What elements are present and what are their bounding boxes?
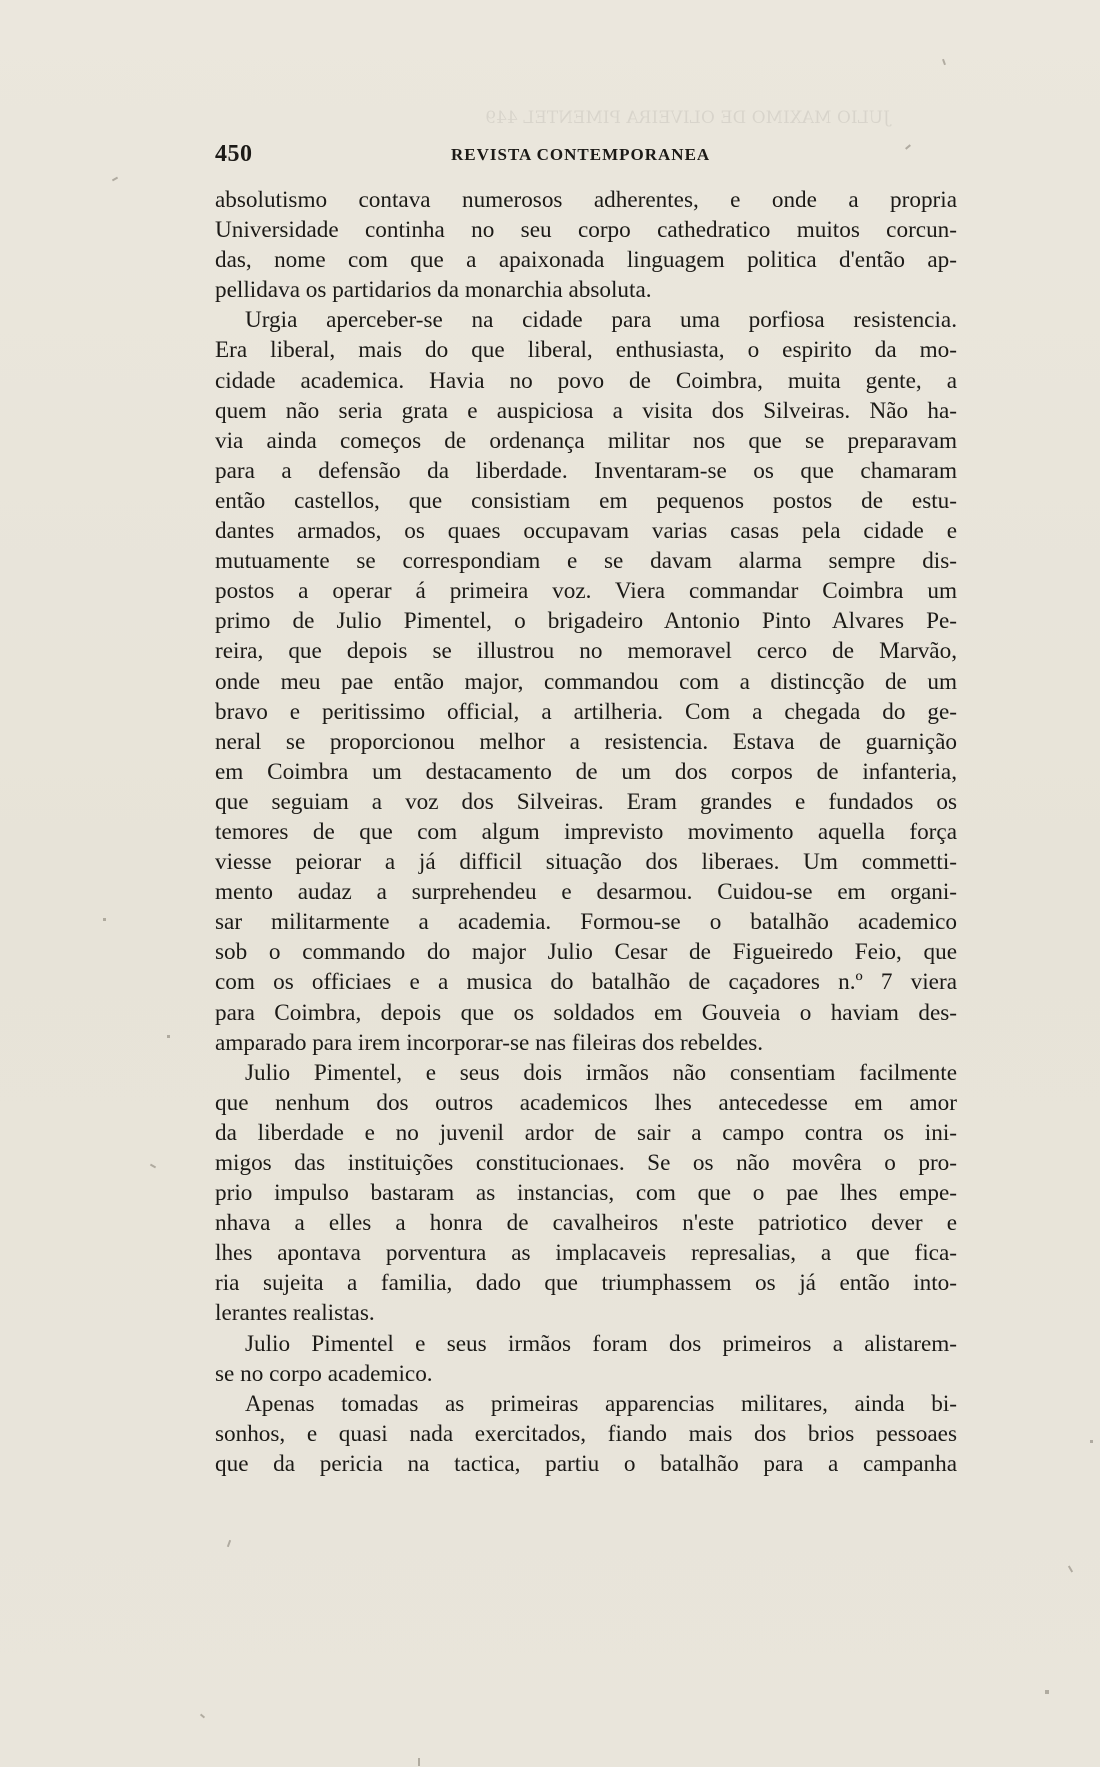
text-line: pellidava os partidarios da monarchia absoluta. [215,277,652,304]
text-line: nhava a elles a honra de cavalheiros n'este patriotico dever e [215,1210,957,1237]
text-line: reira, que depois se illustrou no memoravel cerco de Marvão, [215,638,957,665]
text-line: sob o commando do major Julio Cesar de Figueiredo Feio, que [215,939,957,966]
text-line: via ainda começos de ordenança militar nos que se preparavam [215,427,957,454]
text-line: Universidade continha no seu corpo cathedratico muitos corcun- [215,217,957,244]
speck [1045,1690,1049,1694]
text-line: onde meu pae então major, commandou com a distincção de um [215,668,957,695]
text-line: que seguiam a voz dos Silveiras. Eram grandes e fundados os [215,788,957,815]
body-text [215,185,957,1479]
speck [1068,1565,1073,1572]
text-line: da liberdade e no juvenil ardor de sair a campo contra os ini- [215,1119,957,1146]
text-line: viesse peiorar a já difficil situação dos liberaes. Um commetti- [215,849,957,876]
text-line: com os officiaes e a musica do batalhão de caçadores n.º 7 viera [215,969,957,996]
text-line: migos das instituições constitucionaes. Se os não movêra o pro- [215,1150,957,1176]
bleed-through-text: JULIO MAXIMO DE OLIVEIRA PIMENTEL 449 [485,108,890,128]
text-line: absolutismo contava numerosos adherentes, e onde a propria [215,187,957,213]
text-line: sar militarmente a academia. Formou-se o batalhão academico [215,909,957,936]
text-line: lhes apontava porventura as implacaveis represalias, a que fica- [215,1240,957,1267]
text-line: primo de Julio Pimentel, o brigadeiro Antonio Pinto Alvares Pe- [215,608,957,635]
text-line: Apenas tomadas as primeiras apparencias militares, ainda bi- [245,1390,957,1417]
text-line: para a defensão da liberdade. Inventaram-se os que chamaram [215,457,957,484]
text-line: Julio Pimentel, e seus dois irmãos não consentiam facilmente [245,1059,957,1086]
page-number: 450 [215,141,253,167]
page-header [215,141,957,171]
text-line: mento audaz a surprehendeu e desarmou. Cuidou-se em organi- [215,879,957,906]
speck [227,1540,231,1547]
speck [1090,1440,1093,1443]
text-line: amparado para irem incorporar-se nas fileiras dos rebeldes. [215,1029,764,1056]
speck [112,177,118,182]
text-line: dantes armados, os quaes occupavam varias casas pela cidade e [215,518,957,545]
text-line: temores de que com algum imprevisto movimento aquella força [215,818,957,845]
running-title: REVISTA CONTEMPORANEA [451,145,711,164]
text-line: sonhos, e quasi nada exercitados, fiando mais dos brios pessoaes [215,1420,957,1447]
text-line: que da pericia na tactica, partiu o batalhão para a campanha [215,1450,957,1477]
text-line: Urgia aperceber-se na cidade para uma porfiosa resistencia. [245,307,957,334]
text-line: prio impulso bastaram as instancias, com que o pae lhes empe- [215,1180,957,1207]
text-line: ria sujeita a familia, dado que triumphassem os já então into- [215,1270,957,1297]
speck [418,1758,420,1766]
text-line: bravo e peritissimo official, a artilheria. Com a chegada do ge- [215,698,957,725]
text-line: neral se proporcionou melhor a resistencia. Estava de guarnição [215,728,957,755]
text-line: se no corpo academico. [215,1360,433,1387]
speck [942,59,946,65]
speck [103,918,106,921]
text-line: Julio Pimentel e seus irmãos foram dos primeiros a alistarem- [245,1330,957,1357]
text-line: quem não seria grata e auspiciosa a visita dos Silveiras. Não ha- [215,397,957,424]
text-line: Era liberal, mais do que liberal, enthusiasta, o espirito da mo- [215,337,957,364]
text-line: então castellos, que consistiam em pequenos postos de estu- [215,487,957,514]
text-line: que nenhum dos outros academicos lhes antecedesse em amor [215,1089,957,1116]
text-line: das, nome com que a apaixonada linguagem politica d'então ap- [215,247,957,274]
text-line: mutuamente se correspondiam e se davam alarma sempre dis- [215,548,957,575]
speck [200,1714,205,1719]
text-line: lerantes realistas. [215,1300,375,1327]
text-line: postos a operar á primeira voz. Viera commandar Coimbra um [215,578,957,605]
text-line: para Coimbra, depois que os soldados em Gouveia o haviam des- [215,999,957,1026]
speck [167,1035,170,1038]
text-line: cidade academica. Havia no povo de Coimbra, muita gente, a [215,367,957,394]
text-line: em Coimbra um destacamento de um dos corpos de infanteria, [215,758,957,785]
speck [150,1164,156,1169]
